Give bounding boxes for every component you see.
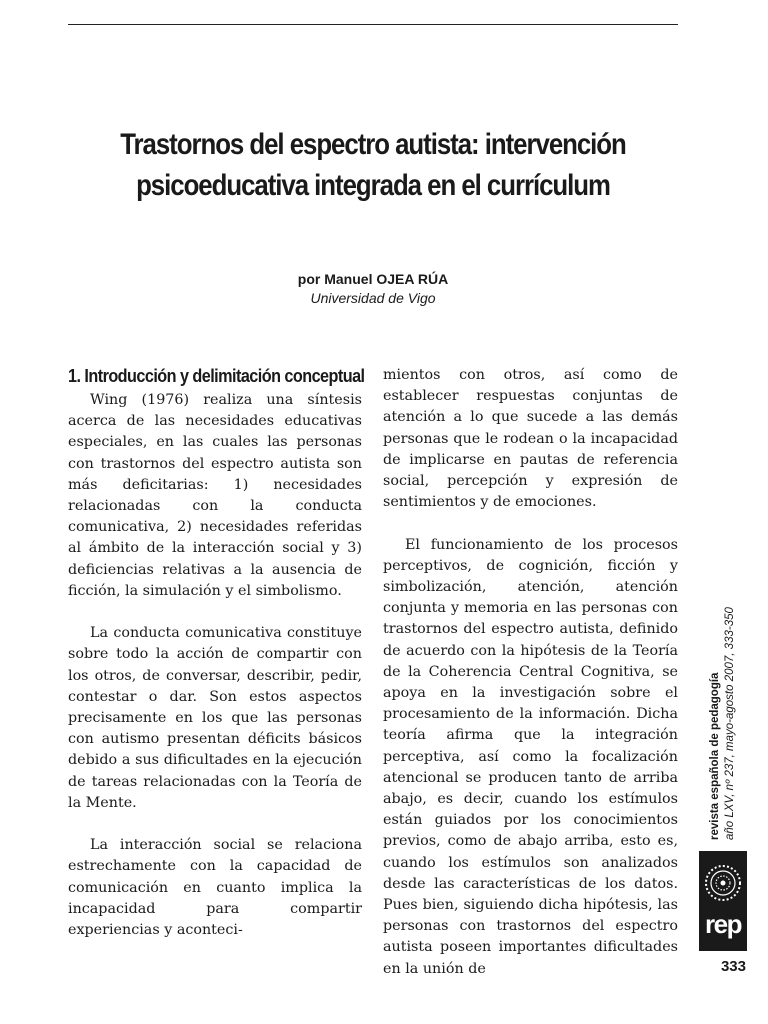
paragraph: El funcionamiento de los procesos perceptivos, de cognición, ficción y simbolización, atención, atención conjunta y memoria en las personas con trastornos del espectro autista, definido de acuerdo con la hipótesis de la Teoría de la Coherencia Central Cognitiva, se apoya en la investigación sobre el procesamiento de la información. Dicha teoría afirma que la integración perceptiva, así como la focalización atencional se producen tanto de arriba abajo, es decir, cuando los estímulos están guiados por los conocimientos previos, como de abajo arriba, esto es, cuando los estímulos son analizados desde las características de los datos. Pues bien, siguiendo dicha hipótesis, las personas con trastornos del espectro autista poseen importantes dificultades en la unión de <box>383 536 678 977</box>
logo-text: rep <box>705 909 741 939</box>
journal-sidebar <box>708 600 744 840</box>
rep-logo-icon <box>699 851 747 951</box>
section-heading: 1. Introducción y delimitación conceptual <box>68 366 365 386</box>
paragraph: La interacción social se relaciona estrechamente con la capacidad de comunicación en cuanto implica la incapacidad para compartir experiencias y aconteci- <box>68 837 362 939</box>
paragraph: mientos con otros, así como de establecer respuestas conjuntas de atención a lo que sucede a las demás personas que le rodean o la incapacidad de implicarse en pautas de referencia social, percepción y expresión de sentimientos y de emociones. <box>383 367 678 511</box>
page-number: 333 <box>720 958 746 975</box>
right-column <box>383 365 678 1001</box>
left-column <box>68 365 365 962</box>
journal-name: revista española de pedagogía <box>709 672 721 840</box>
paragraph: La conducta comunicativa constituye sobre todo la acción de compartir con los otros, de conversar, describir, pedir, contestar o dar. Son estos aspectos precisamente en los que las personas con autismo presentan déficits básicos debido a sus dificultades en la ejecución de tareas relacionadas con la Teoría de la Mente. <box>68 625 362 811</box>
byline <box>80 270 666 308</box>
top-rule <box>68 24 678 25</box>
affiliation: Universidad de Vigo <box>310 290 436 306</box>
article-title <box>87 124 660 206</box>
paragraph: Wing (1976) realiza una síntesis acerca de las necesidades educativas especiales, en las cuales las personas con trastornos del espectro autista son más deficitarias: 1) necesidades relacionadas con la conducta comunicativa, 2) necesidades referidas al ámbito de la interacción social y 3) deficiencias relativas a la ausencia de ficción, la simulación y el simbolismo. <box>68 392 362 599</box>
title-line-1: Trastornos del espectro autista: intervención <box>120 128 626 161</box>
author: por Manuel OJEA RÚA <box>297 271 449 287</box>
journal-issue: año LXV, nº 237, mayo-agosto 2007, 333-350 <box>724 607 736 840</box>
title-line-2: psicoeducativa integrada en el currículum <box>136 169 610 202</box>
